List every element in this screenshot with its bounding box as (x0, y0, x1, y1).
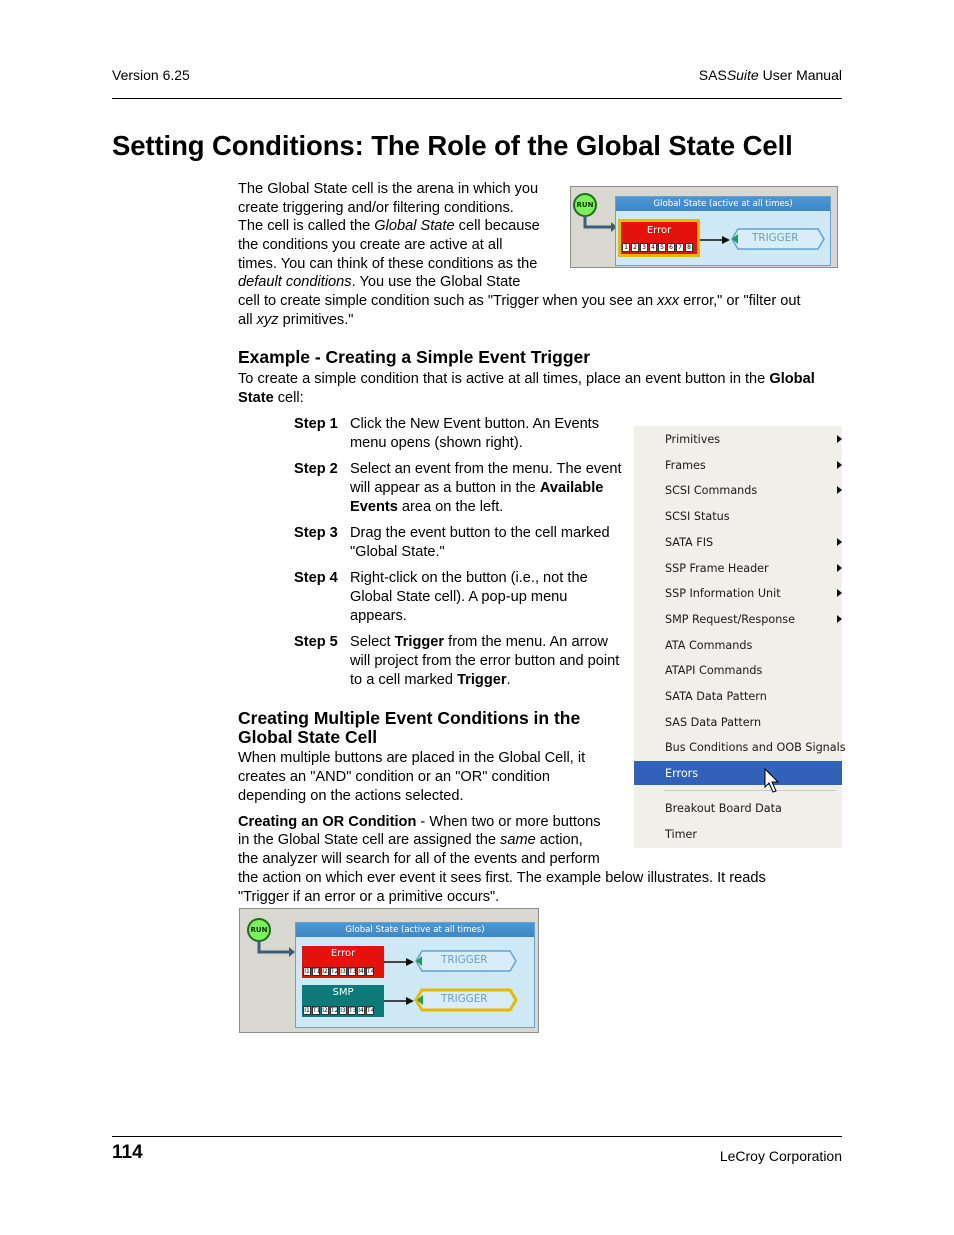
trigger-label: TRIGGER (752, 232, 799, 244)
menu-item-label: Breakout Board Data (665, 801, 782, 815)
event-slot: 8 (685, 243, 693, 252)
menu-item-label: SCSI Status (665, 510, 730, 524)
menu-item-label: Primitives (665, 433, 721, 446)
event-slot: T3 (349, 968, 357, 975)
menu-item-label: Frames (665, 458, 706, 472)
menu-item-ssp-information-unit[interactable] (634, 581, 842, 605)
error-event-button: Error 1 2 3 4 5 6 7 8 (618, 219, 700, 257)
error-event-button: Error I1 T1 I2 T2 I3 T3 I4 T4 (302, 946, 384, 978)
event-slot: 2 (631, 243, 639, 252)
event-slot: T2 (331, 1007, 339, 1014)
event-slot: T2 (331, 968, 339, 975)
menu-item-label: SSP Information Unit (665, 587, 781, 601)
footer-rule (112, 1136, 842, 1137)
menu-item-primitives[interactable] (634, 427, 842, 451)
menu-item-ssp-frame-header[interactable] (634, 556, 842, 580)
event-slot: 4 (649, 243, 657, 252)
menu-item-sata-fis[interactable] (634, 530, 842, 554)
event-slot: I2 (322, 1007, 328, 1014)
menu-item-label: ATAPI Commands (665, 664, 763, 678)
event-slot: T1 (313, 1007, 321, 1014)
global-state-title: Global State (active at all times) (296, 923, 534, 937)
event-slot: T1 (313, 968, 321, 975)
event-slot: I1 (304, 968, 310, 975)
global-state-title: Global State (active at all times) (616, 197, 830, 211)
global-state-figure-or (239, 908, 539, 1033)
submenu-arrow-icon (837, 435, 842, 443)
menu-item-label: SAS Data Pattern (665, 715, 762, 729)
trigger-arrow-icon (384, 957, 414, 967)
menu-item-label: SSP Frame Header (665, 561, 769, 575)
global-state-cell (295, 922, 535, 1028)
menu-item-label: Errors (665, 767, 699, 781)
event-slot: I4 (358, 968, 364, 975)
menu-item-label: SCSI Commands (665, 484, 758, 498)
example-heading: Example - Creating a Simple Event Trigger (238, 347, 591, 367)
page-title: Setting Conditions: The Role of the Global State Cell (112, 130, 793, 161)
page-number: 114 (112, 1142, 143, 1163)
trigger-arrow-icon (384, 996, 414, 1006)
submenu-arrow-icon (837, 564, 842, 572)
multiple-paragraph: When multiple buttons are placed in the Global Cell, it creates an "AND" condition or an "OR" condition depending on the actions selected. (238, 750, 586, 804)
submenu-arrow-icon (837, 538, 842, 546)
menu-item-errors[interactable] (634, 761, 842, 785)
event-slot: T3 (349, 1007, 357, 1014)
menu-item-smp-request-response[interactable] (634, 607, 842, 631)
menu-item-breakout-board-data[interactable] (634, 796, 842, 820)
menu-item-atapi-commands[interactable] (634, 658, 842, 682)
event-slot: 7 (676, 243, 684, 252)
event-slot: I4 (358, 1007, 364, 1014)
trigger-label: TRIGGER (441, 993, 488, 1005)
run-icon: RUN (573, 193, 597, 217)
footer-company: LeCroy Corporation (719, 1148, 842, 1164)
menu-item-sas-data-pattern[interactable] (634, 710, 842, 734)
events-menu (634, 426, 846, 848)
menu-item-label: SMP Request/Response (665, 612, 795, 626)
menu-item-label: Timer (665, 827, 697, 841)
event-slot: 3 (640, 243, 648, 252)
menu-item-sata-data-pattern[interactable] (634, 684, 842, 708)
global-state-figure-single (570, 186, 838, 268)
menu-item-label: ATA Commands (665, 638, 753, 652)
trigger-label: TRIGGER (441, 954, 488, 966)
mouse-cursor-icon (764, 768, 780, 794)
header-version: Version 6.25 (112, 67, 190, 83)
submenu-arrow-icon (837, 486, 842, 494)
event-slot: I3 (340, 1007, 346, 1014)
event-slot: I3 (340, 968, 346, 975)
multiple-heading: Creating Multiple Event Conditions in the Global State Cell (238, 708, 581, 747)
event-slot: T4 (367, 1007, 375, 1014)
event-slot: 5 (658, 243, 666, 252)
submenu-arrow-icon (837, 615, 842, 623)
smp-event-button: SMP I1 T1 I2 T2 I3 T3 I4 T4 (302, 985, 384, 1017)
submenu-arrow-icon (837, 461, 842, 469)
menu-separator (664, 790, 836, 791)
menu-item-ata-commands[interactable] (634, 633, 842, 657)
menu-item-frames[interactable] (634, 453, 842, 477)
menu-item-timer[interactable] (634, 822, 842, 846)
event-slot: 6 (667, 243, 675, 252)
menu-item-label: SATA FIS (665, 535, 714, 549)
menu-item-label: SATA Data Pattern (665, 690, 767, 703)
trigger-arrow-icon (700, 235, 730, 245)
run-icon: RUN (247, 918, 271, 942)
run-connector-icon (583, 215, 617, 235)
event-slot: I2 (322, 968, 328, 975)
menu-item-bus-conditions-and-oob-signals[interactable] (634, 735, 846, 759)
menu-item-scsi-commands[interactable] (634, 478, 842, 502)
event-slot: T4 (367, 968, 375, 975)
event-slot: I1 (304, 1007, 310, 1014)
submenu-arrow-icon (837, 589, 842, 597)
global-state-cell (615, 196, 831, 266)
header-manual-title: SASSuite User Manual (698, 67, 842, 83)
run-connector-icon (257, 940, 297, 960)
menu-item-scsi-status[interactable] (634, 504, 842, 528)
menu-item-label: Bus Conditions and OOB Signals (665, 741, 846, 755)
event-slot: 1 (622, 243, 630, 252)
header-rule (112, 98, 842, 99)
